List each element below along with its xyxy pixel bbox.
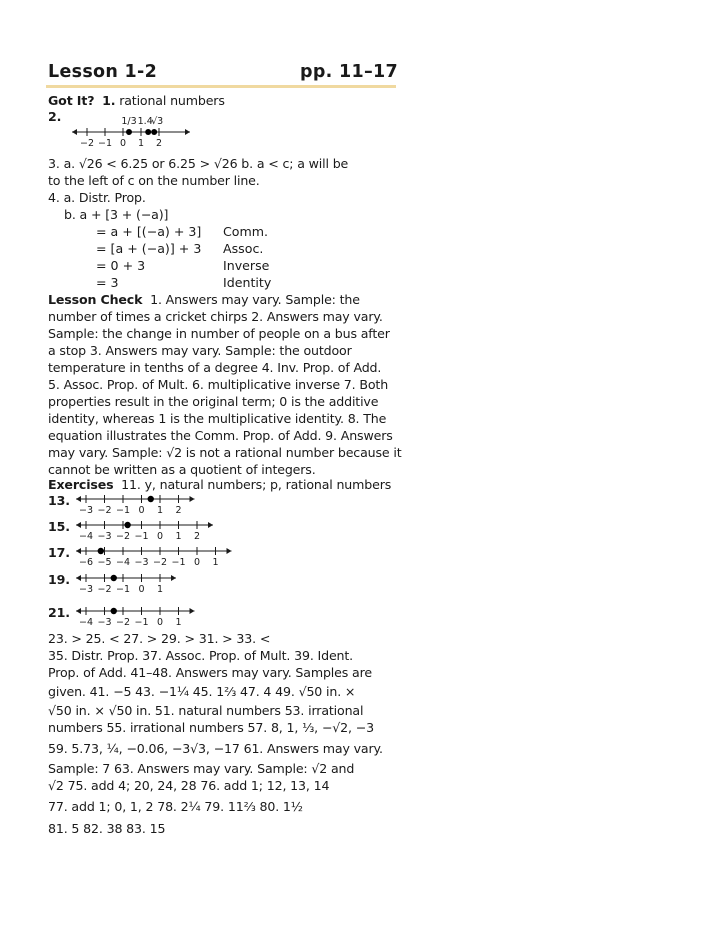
tick-label: −3 [134, 557, 149, 568]
lesson-check-text: temperature in tenths of a degree 4. Inv. Prop. of Add. [48, 360, 382, 375]
tick-label: 0 [119, 138, 127, 149]
point-dot [151, 129, 157, 135]
tick-label: 2 [155, 138, 163, 149]
tick-label: 2 [175, 505, 182, 516]
arrow-right-icon [208, 522, 213, 528]
arrow-left-icon [76, 548, 81, 554]
exercise-answer-line: 23. > 25. < 27. > 29. > 31. > 33. < [48, 631, 271, 646]
tick-label: −3 [97, 617, 112, 628]
q3-continued: to the left of c on the number line. [48, 173, 260, 188]
tick-label: −2 [115, 617, 131, 628]
tick-label: −4 [78, 617, 94, 628]
point-dot [111, 608, 117, 614]
exercise-number: 21. [48, 605, 70, 620]
exercise-answer-line: Sample: 7 63. Answers may vary. Sample: √2 and [48, 761, 355, 776]
exercise-number-line [74, 602, 197, 630]
tick-label: −1 [97, 138, 113, 149]
q4b-line: b. a + [3 + (−a)] [64, 207, 169, 222]
point-label: 1/3 [121, 116, 137, 127]
tick-label: 0 [193, 557, 201, 568]
arrow-right-icon [190, 496, 195, 502]
tick-label: 1 [137, 138, 145, 149]
tick-label: 1 [175, 531, 182, 542]
tick-label: 0 [138, 584, 145, 595]
q2-number: 2. [48, 109, 62, 124]
exercise-answer-line: 81. 5 82. 38 83. 15 [48, 821, 166, 836]
lesson-check-text: Sample: the change in number of people on a bus after [48, 326, 390, 341]
tick-label: −1 [134, 617, 149, 628]
tick-label: −1 [115, 505, 131, 516]
lesson-check-text: may vary. Sample: √2 is not a rational number because it [48, 445, 402, 460]
point-dot [111, 575, 117, 581]
exercise-answer-line: 35. Distr. Prop. 37. Assoc. Prop. of Mult. 39. Ident. [48, 648, 354, 663]
tick-label: −2 [97, 584, 112, 595]
arrow-left-icon [76, 496, 81, 502]
tick-label: 1 [156, 505, 164, 516]
q1-number: 1. [102, 93, 116, 108]
lesson-check-text: 1. Answers may vary. Sample: the [150, 292, 360, 307]
tick-label: −2 [79, 138, 95, 149]
arrow-left-icon [76, 575, 81, 581]
exercise-answer-line: √2 75. add 4; 20, 24, 28 76. add 1; 12, 13, 14 [48, 778, 330, 793]
lesson-check-text: equation illustrates the Comm. Prop. of Add. 9. Answers [48, 428, 393, 443]
header-rule [46, 85, 396, 88]
arrow-left-icon [72, 129, 77, 135]
tick-label: −1 [115, 584, 131, 595]
arrow-left-icon [76, 608, 81, 614]
tick-label: 0 [156, 617, 164, 628]
tick-label: 1 [175, 617, 182, 628]
exercise-answer-line: √50 in. × √50 in. 51. natural numbers 53. irrational [48, 703, 364, 718]
tick-label: −5 [97, 557, 112, 568]
exercise-number-line [74, 542, 234, 570]
tick-label: −2 [97, 505, 112, 516]
exercise-11: 11. y, natural numbers; p, rational numbers [121, 477, 392, 492]
q2-number-line [70, 108, 200, 148]
step-reason: Identity [223, 275, 272, 290]
step-expression: = [a + (−a)] + 3 [96, 241, 202, 256]
step-expression: = 0 + 3 [96, 258, 146, 273]
tick-label: 0 [138, 505, 145, 516]
exercise-number: 15. [48, 519, 70, 534]
got-it-label: Got It? [48, 93, 95, 108]
page-range: pp. 11–17 [300, 62, 398, 82]
tick-label: −3 [78, 584, 94, 595]
lesson-check-text: cannot be written as a quotient of integers. [48, 462, 316, 477]
lesson-title: Lesson 1-2 [48, 62, 158, 82]
step-reason: Comm. [223, 224, 269, 239]
tick-label: −3 [78, 505, 94, 516]
q4a-line: 4. a. Distr. Prop. [48, 190, 146, 205]
point-dot [145, 129, 151, 135]
step-reason: Inverse [223, 258, 270, 273]
lesson-check-text: identity, whereas 1 is the multiplicative identity. 8. The [48, 411, 387, 426]
tick-label: 0 [156, 531, 164, 542]
arrow-left-icon [76, 522, 81, 528]
exercise-number: 19. [48, 572, 70, 587]
arrow-right-icon [171, 575, 176, 581]
exercise-number: 13. [48, 493, 70, 508]
lesson-check-text: properties result in the original term; 0 is the additive [48, 394, 379, 409]
exercise-answer-line: numbers 55. irrational numbers 57. 8, 1, ⅓, −√2, −3 [48, 720, 374, 735]
arrow-right-icon [185, 129, 190, 135]
step-expression: = 3 [96, 275, 119, 290]
tick-label: −4 [78, 531, 94, 542]
exercise-answer-line: given. 41. −5 43. −1¼ 45. 1⅔ 47. 4 49. √50 in. × [48, 684, 356, 699]
tick-label: −2 [152, 557, 168, 568]
lesson-check-label: Lesson Check [48, 292, 143, 307]
got-it-line [48, 92, 225, 109]
point-dot [124, 522, 130, 528]
q3-line: 3. a. √26 < 6.25 or 6.25 > √26 b. a < c; a will be [48, 156, 349, 171]
exercise-number-line [74, 490, 197, 518]
exercise-answer-line: 77. add 1; 0, 1, 2 78. 2¼ 79. 11⅔ 80. 1½ [48, 799, 303, 814]
point-label: 1.4 [137, 116, 153, 127]
arrow-right-icon [190, 608, 195, 614]
tick-label: −1 [171, 557, 186, 568]
exercise-answer-line: 59. 5.73, ¼, −0.06, −3√3, −17 61. Answers may vary. [48, 741, 383, 756]
lesson-check-first-line [48, 291, 360, 308]
tick-label: −1 [134, 531, 149, 542]
arrow-right-icon [227, 548, 232, 554]
lesson-check-text: a stop 3. Answers may vary. Sample: the outdoor [48, 343, 352, 358]
q1-answer: rational numbers [119, 93, 225, 108]
tick-label: −6 [78, 557, 94, 568]
tick-label: −3 [97, 531, 112, 542]
exercise-number-line [74, 516, 215, 544]
exercises-label: Exercises [48, 477, 114, 492]
tick-label: −4 [115, 557, 131, 568]
exercise-answer-line: Prop. of Add. 41–48. Answers may vary. Samples are [48, 665, 372, 680]
point-dot [98, 548, 104, 554]
point-dot [126, 129, 132, 135]
tick-label: 2 [193, 531, 201, 542]
tick-label: 1 [156, 584, 164, 595]
tick-label: 1 [212, 557, 219, 568]
step-expression: = a + [(−a) + 3] [96, 224, 202, 239]
lesson-check-text: number of times a cricket chirps 2. Answers may vary. [48, 309, 383, 324]
exercise-number: 17. [48, 545, 70, 560]
tick-label: −2 [115, 531, 131, 542]
lesson-check-text: 5. Assoc. Prop. of Mult. 6. multiplicative inverse 7. Both [48, 377, 389, 392]
step-reason: Assoc. [223, 241, 264, 256]
point-label: √3 [151, 116, 164, 127]
exercise-number-line [74, 569, 178, 597]
point-dot [148, 496, 154, 502]
